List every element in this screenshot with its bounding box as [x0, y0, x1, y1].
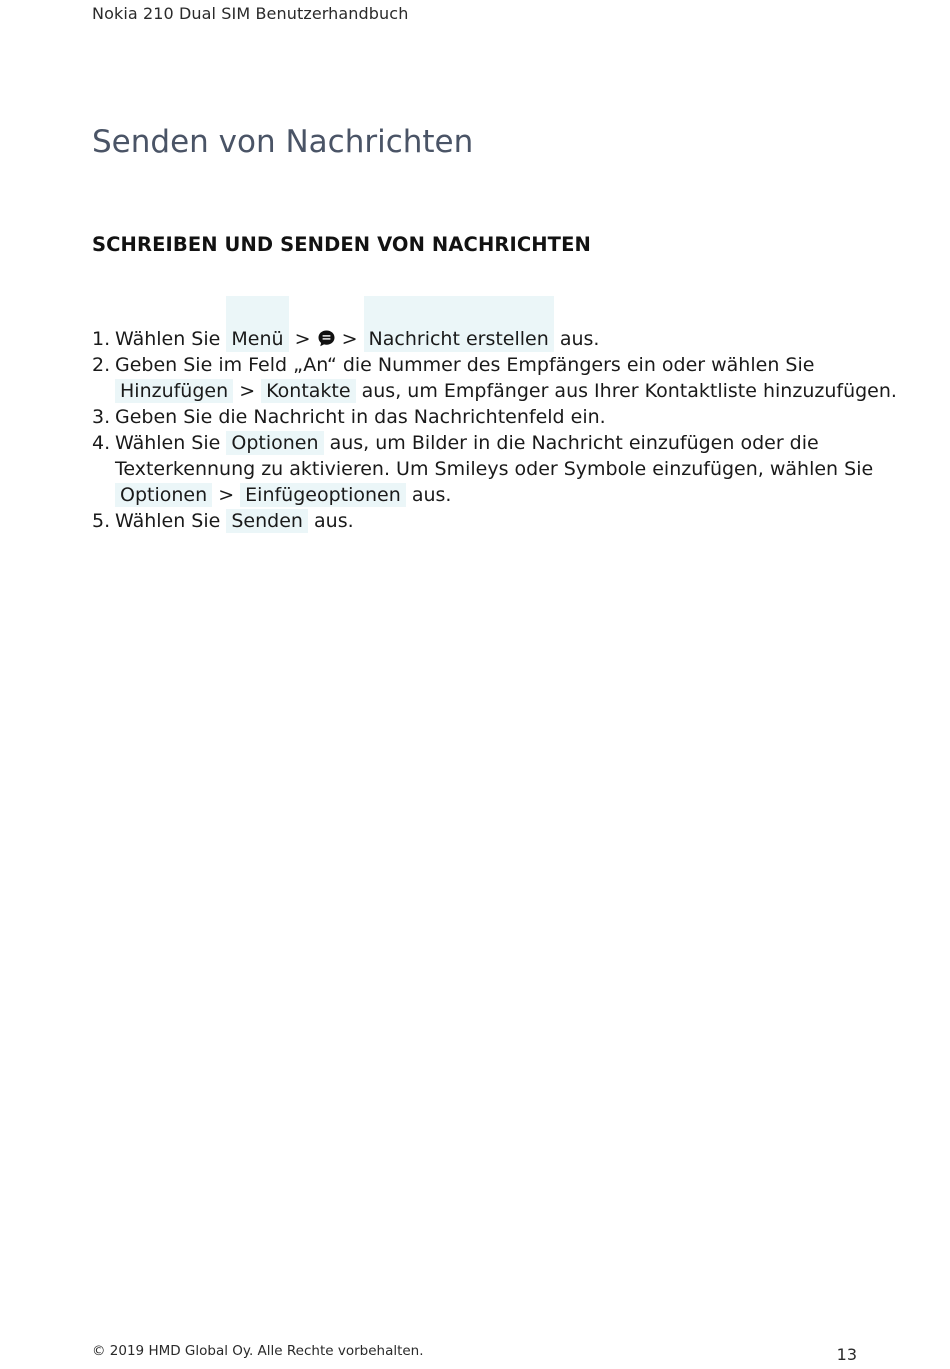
- step-text: Geben Sie im Feld „An“ die Nummer des Empfängers ein oder wählen Sie: [115, 354, 815, 376]
- step-4: [92, 430, 882, 508]
- step-text: Wählen Sie: [115, 510, 227, 532]
- separator: >: [233, 380, 262, 402]
- step-text: aus.: [405, 484, 452, 506]
- ui-term-hinzufuegen: Hinzufügen: [115, 379, 233, 403]
- step-text: Wählen Sie: [115, 432, 227, 454]
- step-number: 1.: [92, 328, 111, 350]
- step-text: aus, um Empfänger aus Ihrer Kontaktliste hinzuzufügen.: [355, 380, 897, 402]
- step-number: 3.: [92, 406, 111, 428]
- separator: >: [288, 328, 317, 350]
- section-heading: SCHREIBEN UND SENDEN VON NACHRICHTEN: [92, 233, 591, 256]
- step-text: Texterkennung zu aktivieren. Um Smileys oder Symbole einzufügen, wählen Sie: [115, 458, 874, 480]
- step-1: [92, 326, 882, 352]
- page-title: Senden von Nachrichten: [92, 124, 474, 160]
- ui-term-nachricht-erstellen: Nachricht erstellen: [364, 296, 554, 352]
- step-text: aus, um Bilder in die Nachricht einzufügen oder die: [323, 432, 819, 454]
- separator: >: [212, 484, 241, 506]
- separator: >: [335, 328, 364, 350]
- step-5: [92, 508, 882, 534]
- message-icon: [317, 329, 336, 348]
- step-2: [92, 352, 897, 404]
- step-number: 4.: [92, 432, 111, 454]
- copyright-footer: © 2019 HMD Global Oy. Alle Rechte vorbehalten.: [92, 1343, 424, 1359]
- ui-term-optionen: Optionen: [226, 431, 323, 455]
- step-number: 2.: [92, 354, 111, 376]
- ui-term-optionen: Optionen: [115, 483, 212, 507]
- step-text: Geben Sie die Nachricht in das Nachrichtenfeld ein.: [115, 406, 606, 428]
- step-text: aus.: [307, 510, 354, 532]
- instruction-steps: [92, 326, 897, 534]
- step-number: 5.: [92, 510, 111, 532]
- step-text: aus.: [553, 328, 600, 350]
- page-number: 13: [836, 1345, 857, 1364]
- step-3: [92, 404, 882, 430]
- ui-term-kontakte: Kontakte: [261, 379, 355, 403]
- ui-term-senden: Senden: [226, 509, 308, 533]
- ui-term-menu: Menü: [226, 296, 288, 352]
- ui-term-einfuegeoptionen: Einfügeoptionen: [240, 483, 406, 507]
- step-text: Wählen Sie: [115, 328, 227, 350]
- running-header: Nokia 210 Dual SIM Benutzerhandbuch: [92, 4, 409, 23]
